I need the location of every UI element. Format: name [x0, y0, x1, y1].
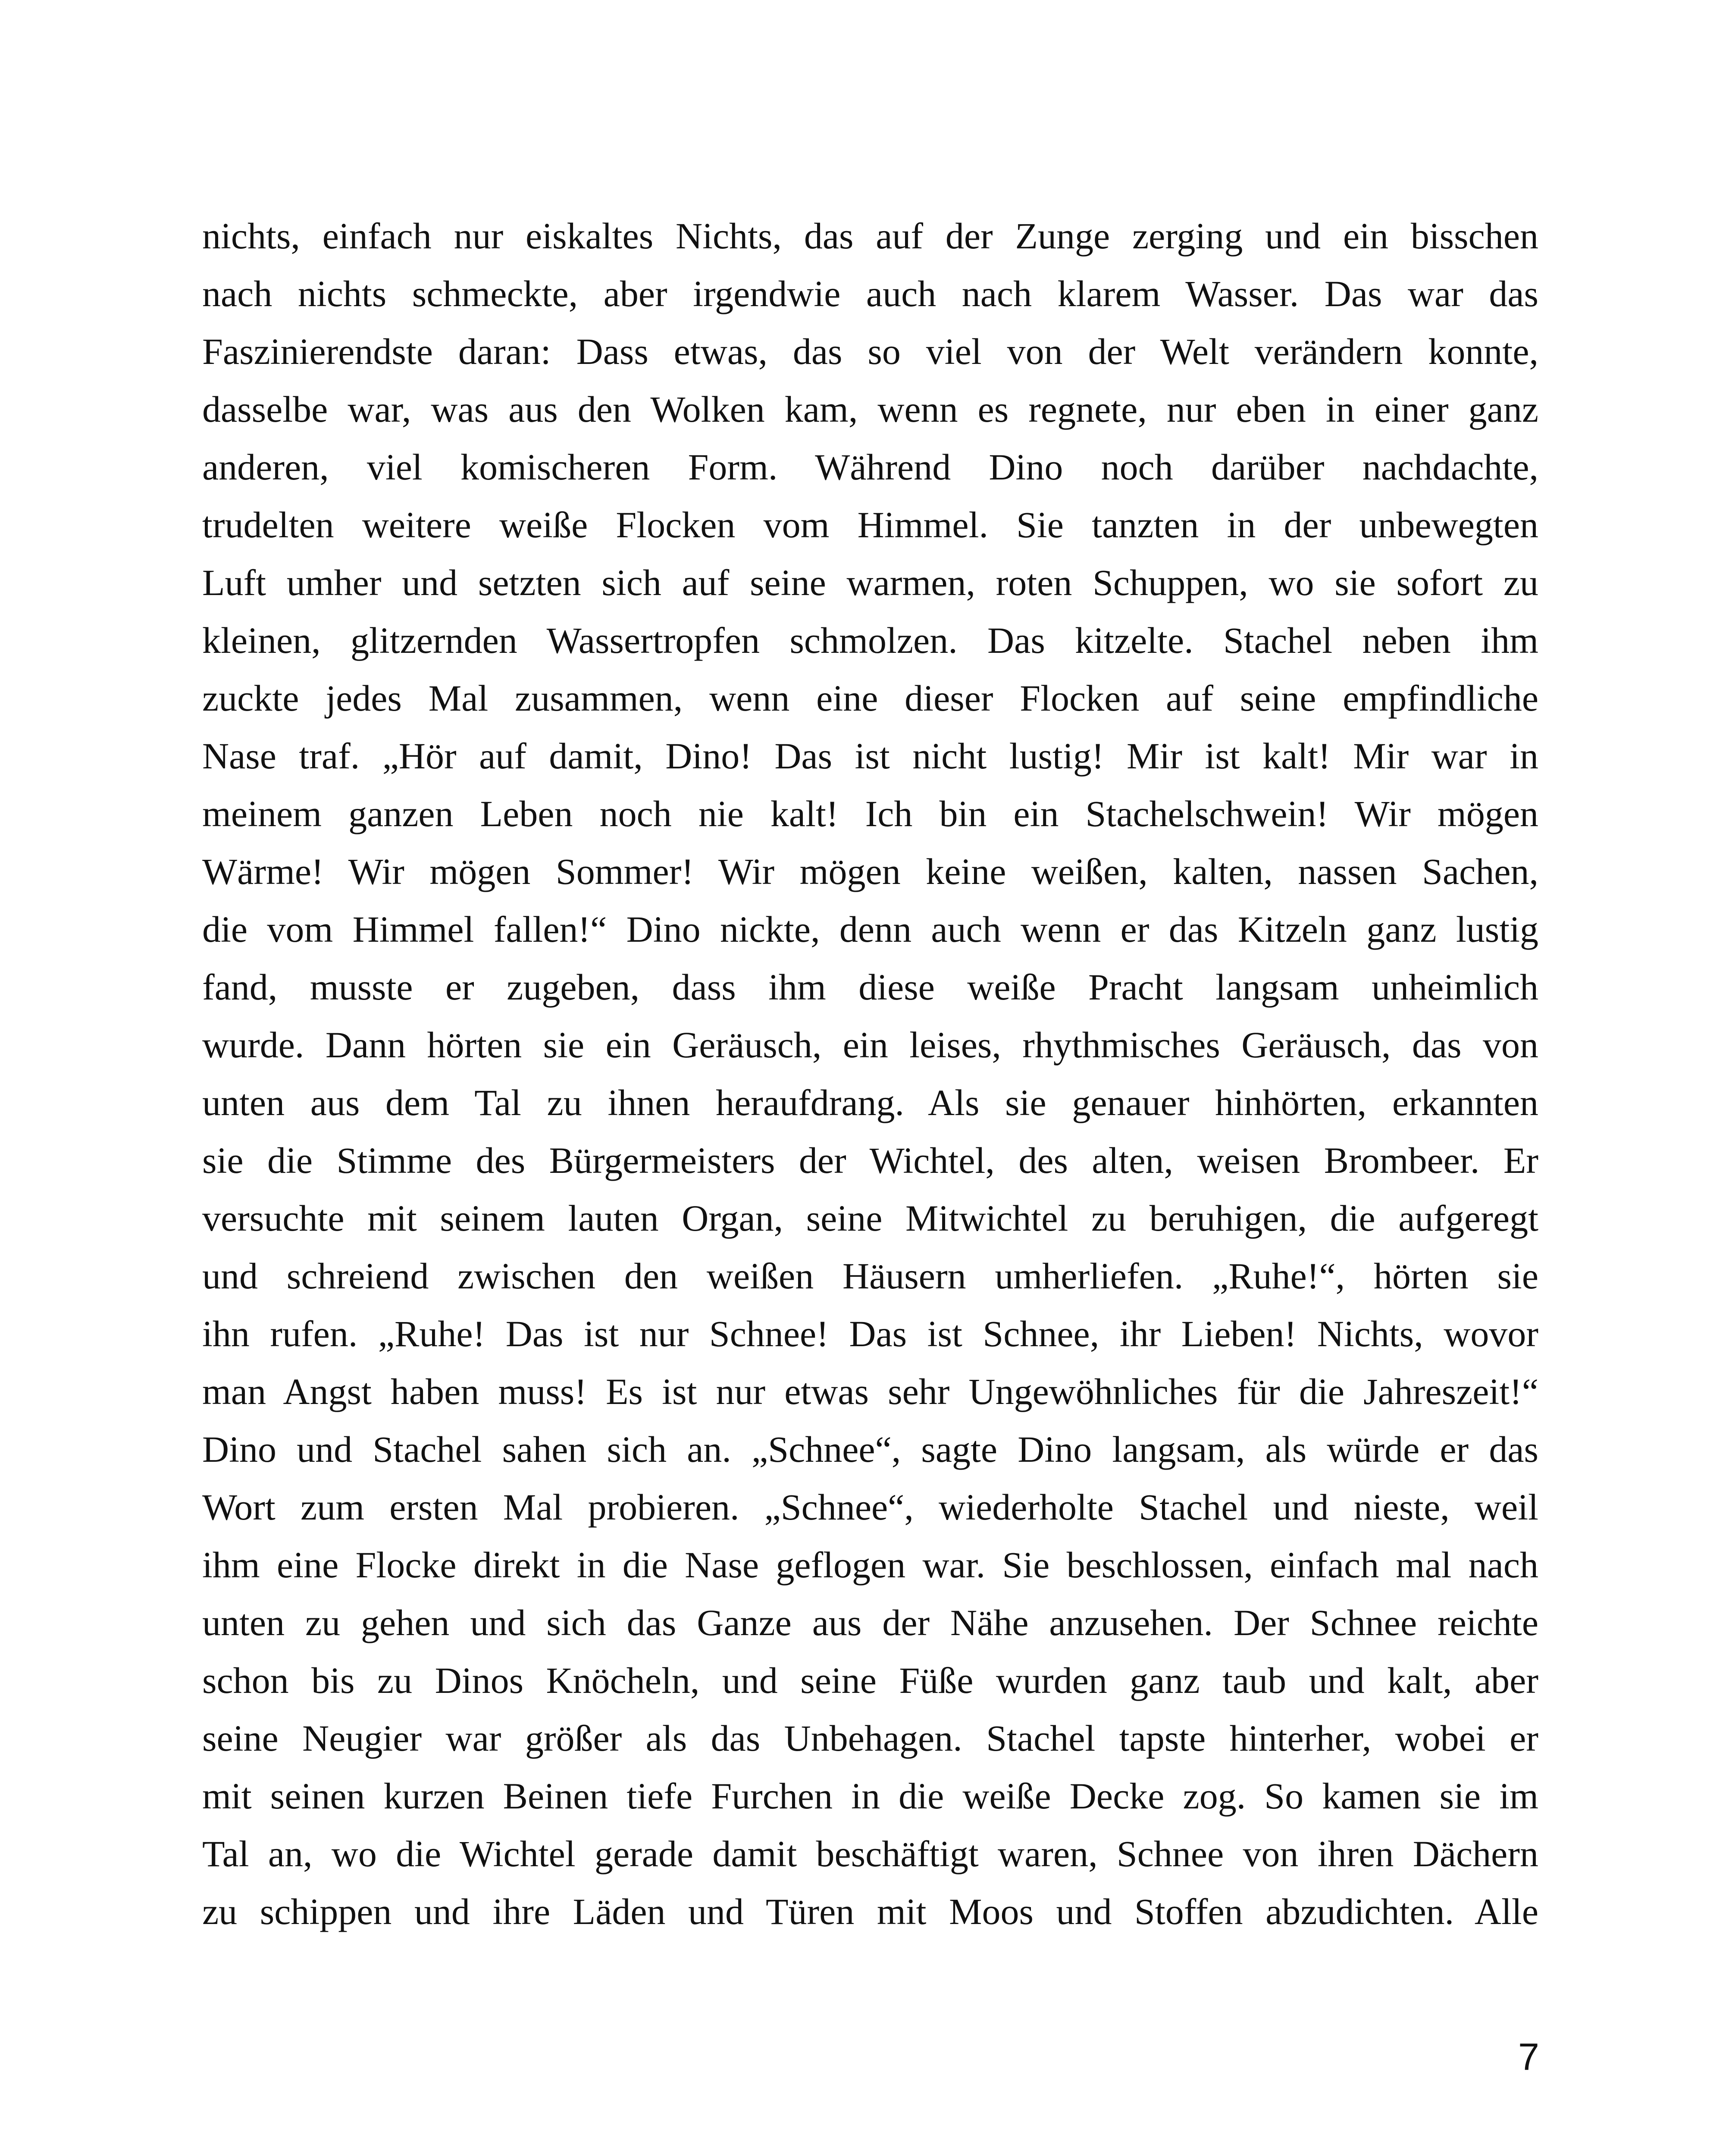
text-line: und schreiend zwischen den weißen Häusern umherliefen. „Ruhe!“, hörten sie: [202, 1255, 1538, 1297]
text-line: versuchte mit seinem lauten Organ, seine Mitwichtel zu beruhigen, die aufgeregt: [202, 1197, 1538, 1239]
text-line: ihn rufen. „Ruhe! Das ist nur Schnee! Das ist Schnee, ihr Lieben! Nichts, wovor: [202, 1313, 1538, 1354]
text-line: dasselbe war, was aus den Wolken kam, wenn es regnete, nur eben in einer ganz: [202, 389, 1538, 430]
text-line: nach nichts schmeckte, aber irgendwie auch nach klarem Wasser. Das war das: [202, 273, 1538, 314]
text-line: unten zu gehen und sich das Ganze aus der Nähe anzusehen. Der Schnee reichte: [202, 1602, 1538, 1643]
body-text: [202, 207, 1538, 1940]
text-line: anderen, viel komischeren Form. Während Dino noch darüber nachdachte,: [202, 446, 1538, 488]
text-line: wurde. Dann hörten sie ein Geräusch, ein leises, rhythmisches Geräusch, das von: [202, 1024, 1538, 1065]
page-number: 7: [1518, 2035, 1539, 2078]
text-line: seine Neugier war größer als das Unbehagen. Stachel tapste hinterher, wobei er: [202, 1717, 1538, 1759]
text-line: zuckte jedes Mal zusammen, wenn eine dieser Flocken auf seine empfindliche: [202, 677, 1538, 719]
text-line: Faszinierendste daran: Dass etwas, das so viel von der Welt verändern konnte,: [202, 331, 1538, 372]
text-line: die vom Himmel fallen!“ Dino nickte, denn auch wenn er das Kitzeln ganz lustig: [202, 909, 1538, 950]
text-line: Luft umher und setzten sich auf seine warmen, roten Schuppen, wo sie sofort zu: [202, 562, 1538, 603]
text-line: nichts, einfach nur eiskaltes Nichts, das auf der Zunge zerging und ein bisschen: [202, 215, 1538, 257]
text-line: man Angst haben muss! Es ist nur etwas sehr Ungewöhnliches für die Jahreszeit!“: [202, 1371, 1538, 1412]
text-line: Wort zum ersten Mal probieren. „Schnee“, wiederholte Stachel und nieste, weil: [202, 1486, 1538, 1528]
text-line: Nase traf. „Hör auf damit, Dino! Das ist nicht lustig! Mir ist kalt! Mir war in: [202, 735, 1538, 777]
text-line: meinem ganzen Leben noch nie kalt! Ich bin ein Stachelschwein! Wir mögen: [202, 793, 1538, 834]
text-line: ihm eine Flocke direkt in die Nase geflogen war. Sie beschlossen, einfach mal nach: [202, 1544, 1538, 1586]
text-line: trudelten weitere weiße Flocken vom Himmel. Sie tanzten in der unbewegten: [202, 504, 1538, 545]
text-line: mit seinen kurzen Beinen tiefe Furchen in die weiße Decke zog. So kamen sie im: [202, 1775, 1538, 1817]
text-line: kleinen, glitzernden Wassertropfen schmolzen. Das kitzelte. Stachel neben ihm: [202, 620, 1538, 661]
text-line: schon bis zu Dinos Knöcheln, und seine Füße wurden ganz taub und kalt, aber: [202, 1660, 1538, 1701]
text-line: sie die Stimme des Bürgermeisters der Wichtel, des alten, weisen Brombeer. Er: [202, 1140, 1538, 1181]
text-line: Tal an, wo die Wichtel gerade damit beschäftigt waren, Schnee von ihren Dächern: [202, 1833, 1538, 1874]
text-line: unten aus dem Tal zu ihnen heraufdrang. Als sie genauer hinhörten, erkannten: [202, 1082, 1538, 1123]
text-line: Wärme! Wir mögen Sommer! Wir mögen keine weißen, kalten, nassen Sachen,: [202, 851, 1538, 892]
text-line: zu schippen und ihre Läden und Türen mit Moos und Stoffen abzudichten. Alle: [202, 1891, 1538, 1932]
text-line: Dino und Stachel sahen sich an. „Schnee“, sagte Dino langsam, als würde er das: [202, 1429, 1538, 1470]
text-line: fand, musste er zugeben, dass ihm diese weiße Pracht langsam unheimlich: [202, 966, 1538, 1008]
